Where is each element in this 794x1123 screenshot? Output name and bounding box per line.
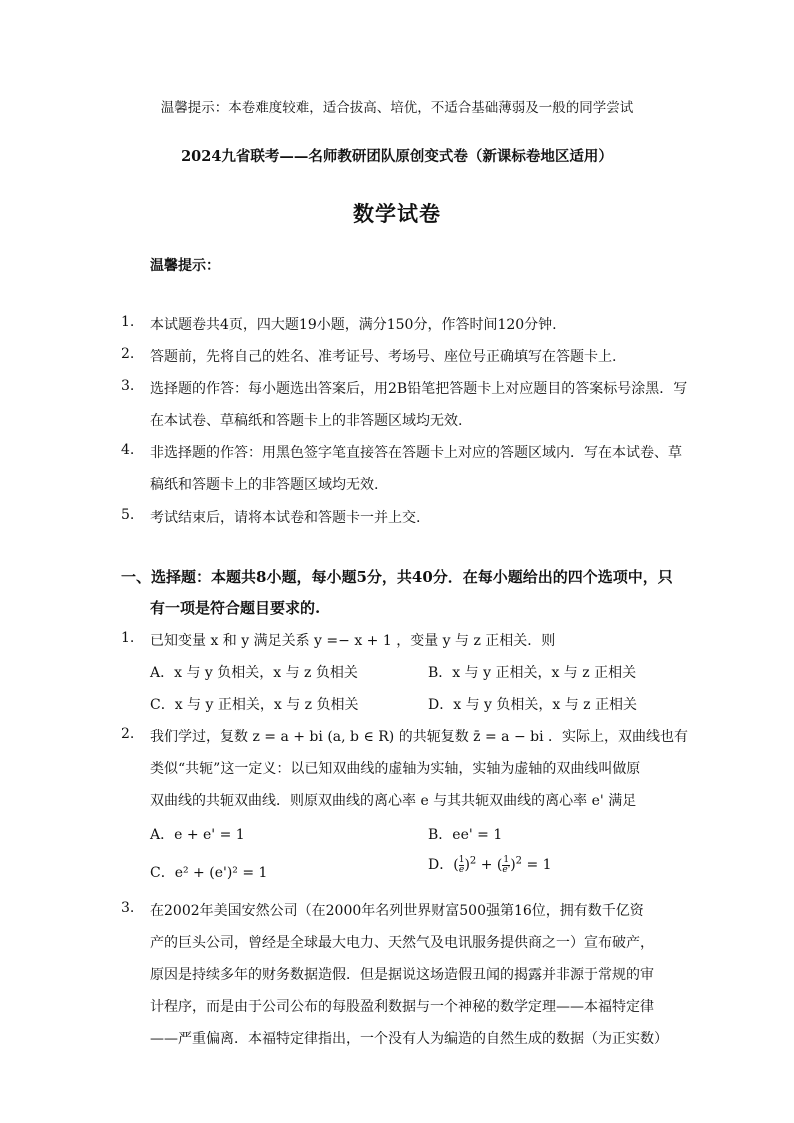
tip-line: 在本试卷、草稿纸和答题卡上的非答题区域均无效. xyxy=(150,413,463,429)
question-line: 我们学过，复数 z = a + bi (a, b ∈ R) 的共轭复数 z̄ = a − bi ．实际上，双曲线也有 xyxy=(150,729,689,745)
fraction xyxy=(459,856,465,875)
option-d: D．( $\frac{1}{e}$ )$^2$ + ( $\frac{1}{e'}$ )$^2$ = 1 xyxy=(428,854,552,875)
question-line: 产的巨头公司，曾经是全球最大电力、天然气及电讯服务提供商之一）宣布破产， xyxy=(150,935,654,951)
question-number: 3. xyxy=(121,900,135,916)
option-c: C．x 与 y 正相关，x 与 z 负相关 xyxy=(150,697,359,713)
option-d-prefix: D． xyxy=(428,857,454,873)
question-line: 计程序，而是由于公司公布的每股盈利数据与一个神秘的数学定理——本福特定律 xyxy=(150,999,654,1015)
question-line: 类似“共轭”这一定义：以已知双曲线的虚轴为实轴，实轴为虚轴的双曲线叫做原 xyxy=(150,761,641,777)
denominator: e' xyxy=(502,864,511,875)
tip-number: 5. xyxy=(121,507,135,523)
tip-number: 2. xyxy=(121,346,135,362)
page-title: 数学试卷 xyxy=(353,201,441,226)
option-a: A．e + e' = 1 xyxy=(150,827,245,843)
tip-line: 本试题卷共4页，四大题19小题，满分150分，作答时间120分钟. xyxy=(150,317,557,333)
question-stem: 已知变量 x 和 y 满足关系 y =− x + 1 ，变量 y 与 z 正相关．则 xyxy=(150,633,556,649)
tip-line: 答题前，先将自己的姓名、准考证号、考场号、座位号正确填写在答题卡上. xyxy=(150,349,617,365)
option-b: B．ee' = 1 xyxy=(428,827,503,843)
numerator: 1 xyxy=(503,854,510,865)
tip-number: 4. xyxy=(121,442,135,458)
numerator: 1 xyxy=(458,854,465,865)
denominator: e xyxy=(458,864,465,875)
section-heading-cont: 有一项是符合题目要求的. xyxy=(150,599,321,617)
tip-number: 3. xyxy=(121,378,135,394)
difficulty-notice: 温馨提示：本卷难度较难，适合拔高、培优，不适合基础薄弱及一般的同学尝试 xyxy=(160,100,634,116)
tip-line: 非选择题的作答：用黑色签字笔直接答在答题卡上对应的答题区域内．写在本试卷、草 xyxy=(150,445,682,461)
option-a: A．x 与 y 负相关，x 与 z 负相关 xyxy=(150,665,358,681)
tip-line: 考试结束后，请将本试卷和答题卡一并上交. xyxy=(150,510,421,526)
section-heading: 一、选择题：本题共8小题，每小题5分，共40分．在每小题给出的四个选项中，只 xyxy=(121,568,673,586)
tip-number: 1. xyxy=(121,314,135,330)
exam-subtitle: 2024九省联考——名师教研团队原创变式卷（新课标卷地区适用） xyxy=(181,148,613,165)
question-line: ——严重偏离．本福特定律指出，一个没有人为编造的自然生成的数据（为正实数） xyxy=(150,1031,668,1047)
tips-heading: 温馨提示： xyxy=(150,258,220,274)
option-b: B．x 与 y 正相关，x 与 z 正相关 xyxy=(428,665,637,681)
option-c: C．e² + (e')² = 1 xyxy=(150,865,268,881)
option-d-tail: = 1 xyxy=(526,857,552,873)
option-d: D．x 与 y 负相关，x 与 z 正相关 xyxy=(428,697,638,713)
question-number: 2. xyxy=(121,726,135,742)
tip-line: 选择题的作答：每小题选出答案后，用2B铅笔把答题卡上对应题目的答案标号涂黑．写 xyxy=(150,381,688,397)
question-line: 原因是持续多年的财务数据造假．但是据说这场造假丑闻的揭露并非源于常规的审 xyxy=(150,967,654,983)
question-number: 1. xyxy=(121,630,135,646)
question-line: 在2002年美国安然公司（在2000年名列世界财富500强第16位，拥有数千亿资 xyxy=(150,903,644,919)
tip-line: 稿纸和答题卡上的非答题区域均无效. xyxy=(150,477,379,493)
fraction xyxy=(502,856,510,875)
question-line: 双曲线的共轭双曲线．则原双曲线的离心率 e 与其共轭双曲线的离心率 e' 满足 xyxy=(150,793,637,809)
